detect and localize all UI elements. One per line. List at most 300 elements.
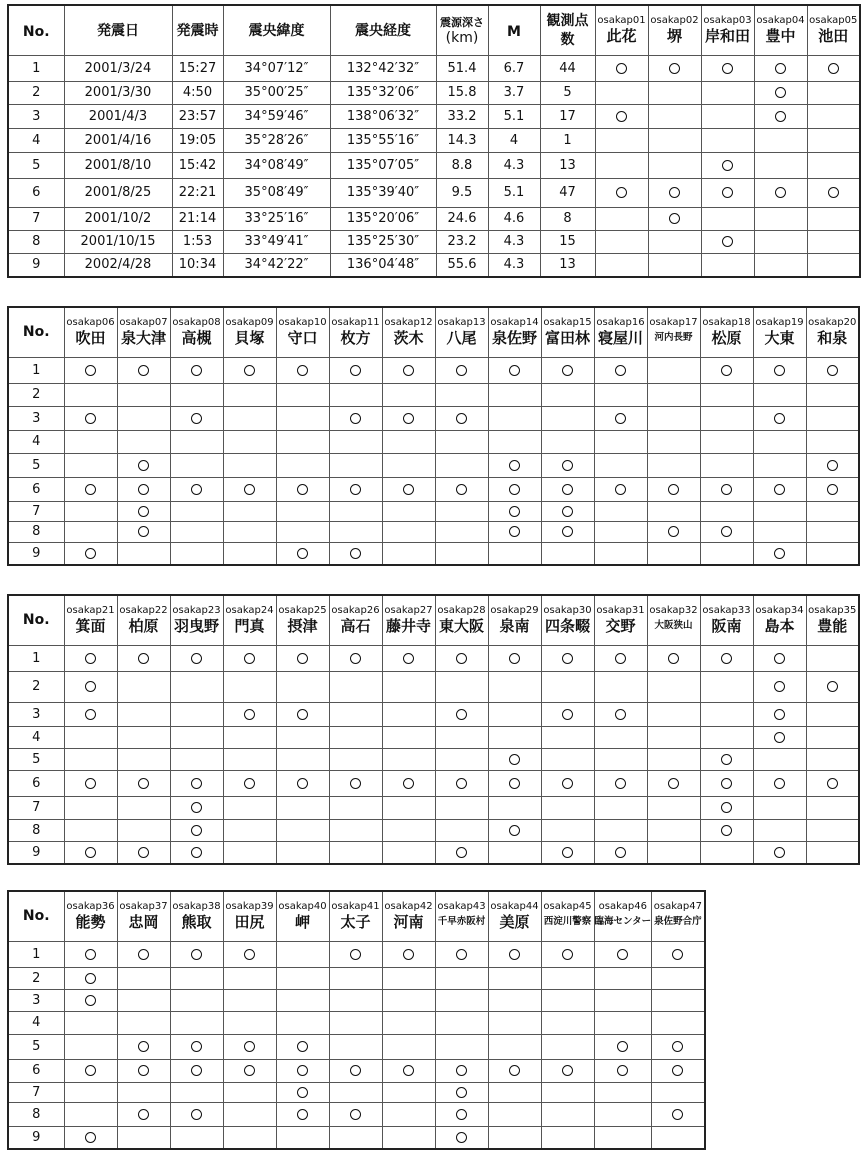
station-name: 吹田	[75, 329, 106, 348]
station-cell	[64, 1034, 117, 1059]
observed-mark	[672, 949, 683, 960]
station-cell	[754, 178, 807, 207]
station-cell	[647, 748, 700, 770]
station-cell	[117, 521, 170, 542]
station-code: osakap30	[543, 605, 592, 617]
station-cell	[223, 406, 276, 430]
observed-mark	[828, 63, 839, 74]
station-header	[652, 891, 705, 941]
observed-mark	[456, 949, 467, 960]
station-cell	[594, 1102, 652, 1126]
station-name: 高槻	[181, 329, 212, 348]
epicenter-lat: 35°08′49″	[223, 178, 330, 207]
station-cell	[223, 383, 276, 406]
station-cell	[223, 796, 276, 819]
observed-mark	[403, 653, 414, 664]
observed-mark	[350, 548, 361, 559]
station-cell	[753, 521, 806, 542]
row-no: 1	[8, 941, 64, 967]
observed-mark	[138, 778, 149, 789]
station-cell	[648, 230, 701, 253]
col-header-magnitude: M	[488, 5, 540, 55]
row-no: 5	[8, 152, 64, 178]
station-cell	[806, 645, 859, 671]
station-cell	[541, 1082, 594, 1102]
station-cell	[223, 841, 276, 864]
observed-mark	[138, 365, 149, 376]
station-cell	[223, 1082, 276, 1102]
observed-mark	[350, 778, 361, 789]
station-name: 高石	[340, 617, 371, 636]
station-cell	[329, 1034, 382, 1059]
station-cell	[117, 542, 170, 565]
station-cell	[806, 477, 859, 501]
table-row	[8, 178, 860, 207]
observed-mark	[668, 526, 679, 537]
station-cell	[64, 501, 117, 521]
station-cell	[488, 477, 541, 501]
observed-mark	[721, 778, 732, 789]
row-no: 6	[8, 1059, 64, 1082]
station-cell	[541, 726, 594, 748]
station-cell	[701, 152, 754, 178]
observed-mark	[191, 484, 202, 495]
station-name: 西淀川警察	[543, 916, 592, 928]
station-cell	[652, 1059, 705, 1082]
station-name: 島本	[764, 617, 795, 636]
station-cell	[648, 178, 701, 207]
station-header	[382, 307, 435, 357]
depth: 24.6	[436, 207, 488, 230]
event-time: 19:05	[172, 128, 223, 152]
station-cell	[382, 770, 435, 796]
station-cell	[594, 357, 647, 383]
station-cell	[117, 770, 170, 796]
station-name: 千早赤阪村	[437, 916, 486, 928]
station-cell	[170, 967, 223, 989]
observed-mark	[350, 949, 361, 960]
station-cell	[701, 55, 754, 81]
observed-mark	[456, 709, 467, 720]
event-date: 2001/10/15	[64, 230, 172, 253]
station-cell	[276, 1102, 329, 1126]
station-header	[594, 307, 647, 357]
table-row	[8, 819, 859, 841]
station-cell	[806, 726, 859, 748]
station-cell	[276, 967, 329, 989]
station-cell	[435, 726, 488, 748]
station-cell	[541, 967, 594, 989]
station-cell	[594, 841, 647, 864]
station-cell	[223, 1126, 276, 1149]
observed-mark	[456, 1132, 467, 1143]
station-cell	[329, 841, 382, 864]
station-header	[647, 307, 700, 357]
station-cell	[170, 796, 223, 819]
station-header	[170, 595, 223, 645]
station-cell	[488, 542, 541, 565]
station-cell	[647, 841, 700, 864]
station-code: osakap38	[172, 901, 221, 913]
station-code: osakap29	[490, 605, 539, 617]
station-cell	[223, 819, 276, 841]
observed-mark	[297, 1087, 308, 1098]
station-cell	[594, 406, 647, 430]
station-cell	[64, 357, 117, 383]
observed-mark	[669, 187, 680, 198]
observed-mark	[509, 825, 520, 836]
station-cell	[652, 1011, 705, 1034]
station-cell	[753, 383, 806, 406]
station-header: osakap04 豊中	[754, 5, 807, 55]
observed-mark	[562, 653, 573, 664]
epicenter-lon: 135°32′06″	[330, 81, 436, 104]
station-cell	[223, 430, 276, 453]
row-no: 2	[8, 383, 64, 406]
epicenter-lon: 136°04′48″	[330, 253, 436, 277]
observed-mark	[350, 365, 361, 376]
station-cell	[329, 770, 382, 796]
station-count: 13	[540, 152, 595, 178]
station-cell	[652, 1034, 705, 1059]
station-header	[276, 891, 329, 941]
station-cell	[700, 501, 753, 521]
station-cell	[648, 207, 701, 230]
station-cell	[700, 748, 753, 770]
station-cell	[64, 1082, 117, 1102]
event-date: 2001/8/25	[64, 178, 172, 207]
observed-mark	[456, 365, 467, 376]
station-name: 松原	[711, 329, 742, 348]
station-table-header-row	[8, 307, 859, 357]
station-code: osakap35	[808, 605, 857, 617]
magnitude: 3.7	[488, 81, 540, 104]
observed-mark	[456, 847, 467, 858]
station-cell	[223, 501, 276, 521]
observed-mark	[509, 754, 520, 765]
station-cell	[435, 1011, 488, 1034]
station-header: osakap01 此花	[595, 5, 648, 55]
event-time: 15:27	[172, 55, 223, 81]
station-cell	[647, 501, 700, 521]
station-cell	[382, 702, 435, 726]
row-no: 8	[8, 521, 64, 542]
station-cell	[541, 406, 594, 430]
station-cell	[652, 1126, 705, 1149]
observed-mark	[191, 778, 202, 789]
observed-mark	[85, 365, 96, 376]
observed-mark	[774, 732, 785, 743]
station-header	[170, 891, 223, 941]
epicenter-lat: 33°25′16″	[223, 207, 330, 230]
station-cell	[64, 989, 117, 1011]
station-name: 田尻	[234, 913, 265, 932]
station-cell	[329, 671, 382, 702]
observed-mark	[403, 365, 414, 376]
station-cell	[64, 1126, 117, 1149]
observed-mark	[722, 63, 733, 74]
col-header-count: 観測点数	[540, 5, 595, 55]
station-cell	[276, 453, 329, 477]
station-cell	[276, 819, 329, 841]
row-no: 8	[8, 230, 64, 253]
event-date: 2001/10/2	[64, 207, 172, 230]
depth: 33.2	[436, 104, 488, 128]
station-header	[64, 891, 117, 941]
station-cell	[701, 178, 754, 207]
station-count: 47	[540, 178, 595, 207]
station-cell	[701, 207, 754, 230]
station-cell	[701, 104, 754, 128]
station-name: 臨海センター	[594, 916, 652, 928]
station-cell	[382, 726, 435, 748]
station-name: 八尾	[446, 329, 477, 348]
station-cell	[753, 645, 806, 671]
epicenter-lon: 132°42′32″	[330, 55, 436, 81]
station-name: 枚方	[340, 329, 371, 348]
station-cell	[806, 357, 859, 383]
station-code: osakap34	[755, 605, 804, 617]
station-code: osakap42	[384, 901, 433, 913]
station-cell	[435, 645, 488, 671]
observed-mark	[721, 484, 732, 495]
station-name: 門真	[234, 617, 265, 636]
station-cell	[594, 501, 647, 521]
table-row	[8, 453, 859, 477]
table-row	[8, 128, 860, 152]
observed-mark	[456, 1109, 467, 1120]
station-cell	[117, 841, 170, 864]
observed-mark	[617, 1041, 628, 1052]
observed-mark	[297, 778, 308, 789]
observed-mark	[297, 1109, 308, 1120]
observed-mark	[775, 63, 786, 74]
station-cell	[382, 357, 435, 383]
station-cell	[488, 645, 541, 671]
station-cell	[64, 383, 117, 406]
station-cell	[806, 841, 859, 864]
row-no: 2	[8, 967, 64, 989]
station-header	[594, 891, 652, 941]
station-cell	[594, 796, 647, 819]
station-cell	[806, 383, 859, 406]
station-cell	[170, 941, 223, 967]
station-cell	[223, 477, 276, 501]
row-no: 5	[8, 748, 64, 770]
col-header-lon: 震央経度	[330, 5, 436, 55]
epicenter-lon: 135°07′05″	[330, 152, 436, 178]
table-row	[8, 357, 859, 383]
station-cell	[223, 671, 276, 702]
station-cell	[648, 104, 701, 128]
observed-mark	[721, 365, 732, 376]
observed-mark	[85, 548, 96, 559]
magnitude: 4.3	[488, 152, 540, 178]
station-cell	[117, 1034, 170, 1059]
table-row	[8, 770, 859, 796]
station-cell	[595, 104, 648, 128]
station-cell	[754, 128, 807, 152]
observed-mark	[138, 484, 149, 495]
station-cell	[700, 453, 753, 477]
observed-mark	[191, 653, 202, 664]
station-cell	[488, 702, 541, 726]
observed-mark	[562, 460, 573, 471]
station-cell	[541, 796, 594, 819]
station-cell	[541, 645, 594, 671]
station-cell	[329, 796, 382, 819]
station-header	[64, 595, 117, 645]
station-cell	[276, 1082, 329, 1102]
station-cell	[170, 989, 223, 1011]
station-code: osakap20	[808, 317, 857, 329]
observed-mark	[774, 484, 785, 495]
station-code: osakap25	[278, 605, 327, 617]
observed-mark	[721, 802, 732, 813]
station-cell	[435, 748, 488, 770]
station-name: 河南	[393, 913, 424, 932]
station-cell	[64, 453, 117, 477]
station-cell	[488, 430, 541, 453]
station-code: osakap10	[278, 317, 327, 329]
station-cell	[170, 383, 223, 406]
table-row	[8, 702, 859, 726]
station-cell	[753, 770, 806, 796]
station-name: 大東	[764, 329, 795, 348]
station-code: osakap21	[66, 605, 115, 617]
observed-mark	[775, 187, 786, 198]
observed-mark	[191, 847, 202, 858]
station-code: osakap12	[384, 317, 433, 329]
station-code: osakap17	[649, 317, 698, 329]
station-name: 柏原	[128, 617, 159, 636]
station-header	[64, 307, 117, 357]
station-header	[541, 307, 594, 357]
observed-mark	[774, 365, 785, 376]
station-cell	[652, 941, 705, 967]
station-cell	[541, 841, 594, 864]
event-date: 2002/4/28	[64, 253, 172, 277]
station-header: osakap03 岸和田	[701, 5, 754, 55]
station-name: 阪南	[711, 617, 742, 636]
event-time: 21:14	[172, 207, 223, 230]
station-cell	[435, 430, 488, 453]
station-cell	[382, 967, 435, 989]
station-cell	[541, 770, 594, 796]
epicenter-lat: 34°08′49″	[223, 152, 330, 178]
station-cell	[117, 406, 170, 430]
row-no: 7	[8, 501, 64, 521]
station-cell	[276, 1059, 329, 1082]
station-cell	[382, 1126, 435, 1149]
station-cell	[329, 542, 382, 565]
station-cell	[700, 645, 753, 671]
table-row	[8, 152, 860, 178]
station-cell	[541, 671, 594, 702]
station-cell	[594, 967, 652, 989]
col-header-no: No.	[8, 891, 64, 941]
row-no: 1	[8, 55, 64, 81]
station-cell	[435, 989, 488, 1011]
station-cell	[64, 1011, 117, 1034]
station-cell	[753, 542, 806, 565]
station-cell	[541, 1011, 594, 1034]
station-cell	[701, 253, 754, 277]
station-cell	[806, 819, 859, 841]
table-row	[8, 671, 859, 702]
observed-mark	[403, 949, 414, 960]
observed-mark	[244, 1065, 255, 1076]
station-count: 13	[540, 253, 595, 277]
station-cell	[170, 406, 223, 430]
station-cell	[488, 1011, 541, 1034]
station-cell	[435, 453, 488, 477]
station-count: 8	[540, 207, 595, 230]
observed-mark	[616, 187, 627, 198]
observed-mark	[669, 63, 680, 74]
station-cell	[541, 941, 594, 967]
station-cell	[807, 230, 860, 253]
observed-mark	[722, 160, 733, 171]
station-code: osakap37	[119, 901, 168, 913]
observed-mark	[244, 1041, 255, 1052]
station-cell	[754, 55, 807, 81]
station-cell	[170, 521, 223, 542]
station-cell	[170, 542, 223, 565]
station-cell	[594, 941, 652, 967]
event-date: 2001/3/30	[64, 81, 172, 104]
row-no: 6	[8, 178, 64, 207]
observed-mark	[350, 1065, 361, 1076]
row-no: 6	[8, 477, 64, 501]
observed-mark	[509, 949, 520, 960]
station-cell	[648, 128, 701, 152]
station-cell	[488, 770, 541, 796]
station-header	[541, 595, 594, 645]
station-cell	[647, 383, 700, 406]
observed-mark	[138, 1041, 149, 1052]
station-header	[117, 595, 170, 645]
station-cell	[435, 521, 488, 542]
station-cell	[541, 748, 594, 770]
station-name: 箕面	[75, 617, 106, 636]
station-cell	[488, 748, 541, 770]
station-cell	[647, 453, 700, 477]
station-cell	[382, 430, 435, 453]
station-cell	[223, 770, 276, 796]
station-name: 岬	[294, 913, 310, 932]
station-name: 羽曳野	[173, 617, 219, 636]
station-cell	[276, 501, 329, 521]
station-header	[382, 595, 435, 645]
station-cell	[64, 748, 117, 770]
station-header	[700, 595, 753, 645]
observed-mark	[85, 847, 96, 858]
station-cell	[329, 967, 382, 989]
row-no: 3	[8, 104, 64, 128]
station-cell	[647, 521, 700, 542]
observed-mark	[615, 709, 626, 720]
observed-mark	[191, 949, 202, 960]
table-row	[8, 967, 705, 989]
station-name: 富田林	[544, 329, 590, 348]
station-header	[806, 307, 859, 357]
row-no: 5	[8, 453, 64, 477]
observed-mark	[672, 1041, 683, 1052]
observed-mark	[615, 847, 626, 858]
station-cell	[647, 702, 700, 726]
station-cell	[117, 383, 170, 406]
